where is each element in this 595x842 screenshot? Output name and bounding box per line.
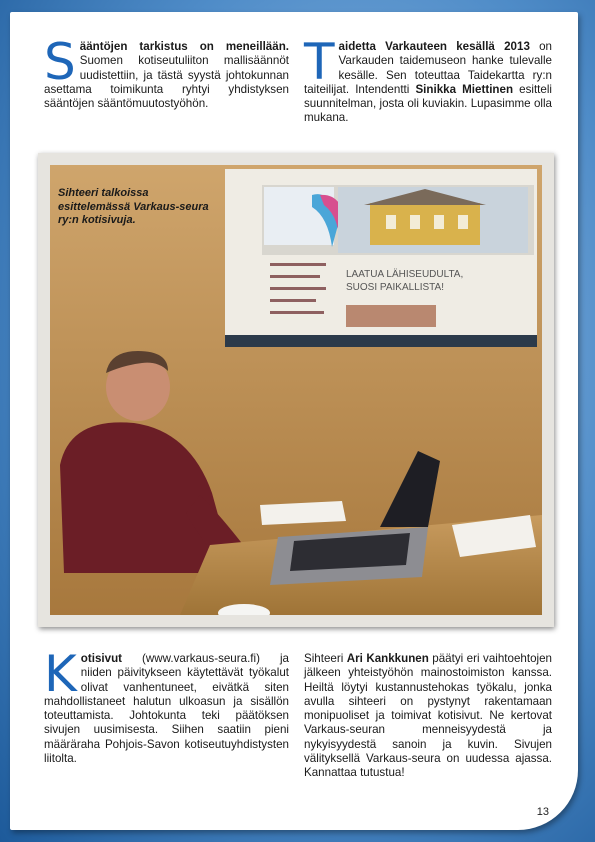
page-number: 13 <box>536 806 549 818</box>
lead-bold: otisivut <box>80 652 123 665</box>
paragraph-art <box>304 33 552 126</box>
photo-illustration <box>50 165 542 615</box>
photo <box>50 165 542 615</box>
paragraph-secretary <box>304 652 552 781</box>
dropcap: T <box>304 33 335 91</box>
name-bold: Ari Kankkunen <box>346 652 429 665</box>
lead-bold: ääntöjen tarkistus on meneillään. <box>79 40 289 53</box>
dropcap: K <box>44 645 77 703</box>
body-text: on Varkauden taidemuseon hanke tulevalle kesälle. Sen toteuttaa Taidekartta ry:n taiteilijat. Intendentti <box>304 40 552 96</box>
body-text: Sihteeri <box>304 652 347 665</box>
body-text: esitteli suunnitelman, josta oli kuviakin. Lupasimme olla mukana. <box>304 82 552 125</box>
paragraph-rules <box>44 33 289 111</box>
lead-bold: aidetta Varkauteen kesällä 2013 <box>338 40 530 53</box>
paragraph-website <box>44 645 289 766</box>
dropcap: S <box>44 33 76 91</box>
screen-slogan-line: LAATUA LÄHISEUDULTA, <box>346 269 464 280</box>
body-text: (www.varkaus-seura.fi) ja niiden päivitykseen käytettävät työkalut olivat vanhentuneet, eivätkä siten mahdollistaneet halutun ulkoasun ja sisällön toteuttamista. Johtokunta teki päätöksen sivujen uusimisesta. Siihen saatiin pieni määräraha Pohjois-Savon kotiseutuyhdistysten liitolta. <box>44 652 289 766</box>
body-text: päätyi eri vaihtoehtojen jälkeen yhteistyöhön mainostoimiston kanssa. Heiltä löytyi kustannustehokas työkalu, jonka avulla sihteeri on pystynyt rakentamaan monipuoliset ja toimivat kotisivut. Ne kertovat Varkaus-seuran menneisyydestä ja nykyisyydestä sanoin ja kuvin. Sivujen välityksellä Varkaus-seura on uudessa ajassa. Kannattaa tutustua! <box>304 652 552 780</box>
screen-slogan-line: SUOSI PAIKALLISTA! <box>346 282 444 293</box>
photo-caption: Sihteeri talkoissa esittelemässä Varkaus-seura ry:n kotisivuja. <box>58 187 209 226</box>
body-text: Suomen kotiseutuliiton mallisäännöt uudistettiin, ja tästä syystä johtokunnan asettama toimikunta ryhtyi yhdistyksen sääntöjen sääntömuutostyöhön. <box>44 54 289 111</box>
name-bold: Sinikka Miettinen <box>415 82 514 96</box>
photo-frame <box>38 153 554 627</box>
